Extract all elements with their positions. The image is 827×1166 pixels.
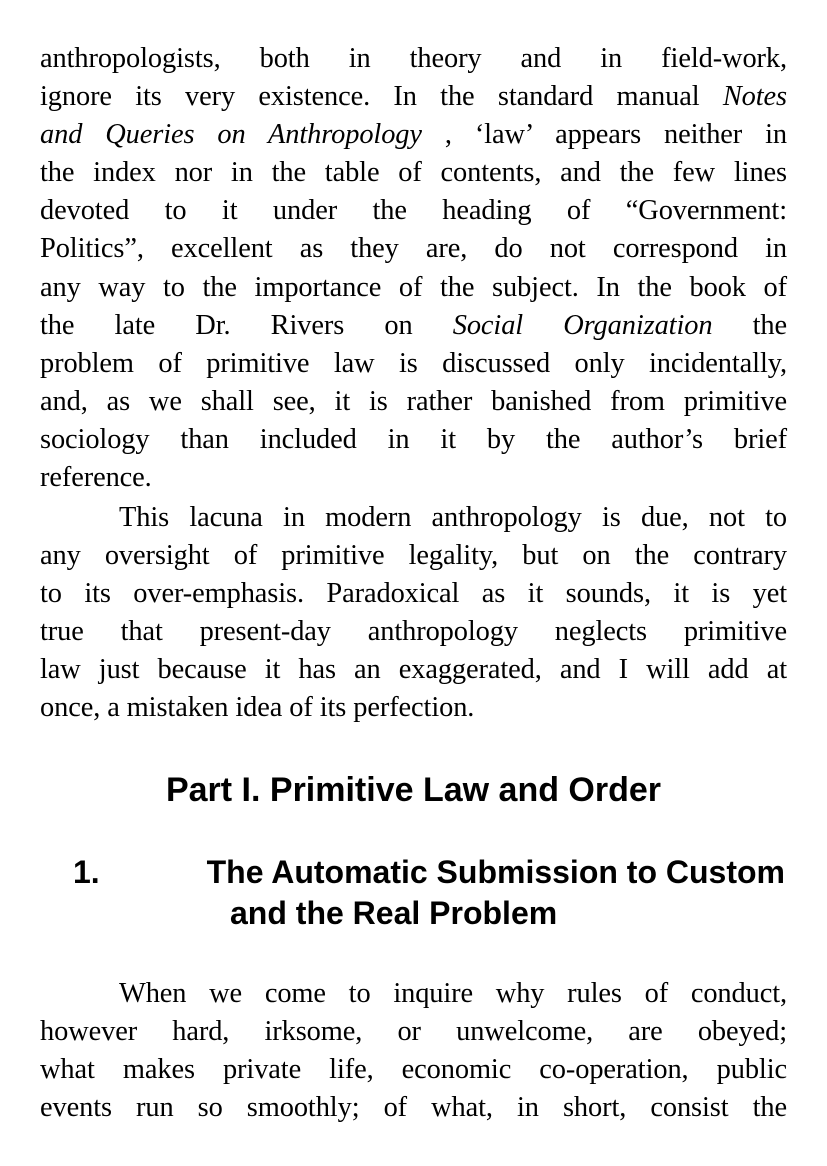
book-title-notes-and-queries: and Queries on Anthropology xyxy=(40,119,422,151)
book-title-notes: Notes xyxy=(722,81,787,113)
text-line: to its over-emphasis. Paradoxical as it sounds, it is yet xyxy=(40,578,787,610)
text-line: any oversight of primitive legality, but on the contrary xyxy=(40,540,787,572)
text-line: reference. xyxy=(40,462,152,494)
part-title: Part I. Primitive Law and Order xyxy=(165,771,662,809)
text-line: any way to the importance of the subject. In the book of xyxy=(40,271,787,303)
text-line: events run so smoothly; of what, in short, consist the xyxy=(40,1092,787,1124)
paragraph-1 xyxy=(40,40,787,497)
text-line: Politics”, excellent as they are, do not correspond in xyxy=(40,233,787,265)
paragraph-3 xyxy=(40,975,787,1127)
text-line: This lacuna in modern anthropology is due, not to xyxy=(119,502,787,533)
text-line: however hard, irksome, or unwelcome, are obeyed; xyxy=(40,1016,787,1048)
text-line: anthropologists, both in theory and in field-work, xyxy=(40,43,787,74)
text-line: and Queries on Anthropology , ‘law’ appears neither in xyxy=(40,119,787,151)
book-title-social-organization: Social Organization xyxy=(452,309,713,341)
text-line: problem of primitive law is discussed only incidentally, xyxy=(40,347,787,379)
text-line: once, a mistaken idea of its perfection. xyxy=(40,692,475,724)
text-line: law just because it has an exaggerated, and I will add at xyxy=(40,654,787,686)
text-line: ignore its very existence. In the standard manual Notes xyxy=(40,81,787,113)
text-line: sociology than included in it by the author’s brief xyxy=(40,423,787,455)
text-line: what makes private life, economic co-operation, public xyxy=(40,1054,787,1086)
text-line: and, as we shall see, it is rather banished from primitive xyxy=(40,385,787,417)
paragraph-2 xyxy=(40,499,787,728)
section-title-line-1: The Automatic Submission to Custom xyxy=(206,854,785,890)
text-line: When we come to inquire why rules of conduct, xyxy=(119,978,787,1009)
text-line: devoted to it under the heading of “Government: xyxy=(40,195,787,227)
text-line: the late Dr. Rivers on Social Organization the xyxy=(40,309,787,341)
section-title-line-2: and the Real Problem xyxy=(230,895,558,931)
text-line: true that present-day anthropology neglects primitive xyxy=(40,616,787,648)
section-number: 1. xyxy=(73,854,100,890)
text-line: the index nor in the table of contents, and the few lines xyxy=(40,157,787,189)
